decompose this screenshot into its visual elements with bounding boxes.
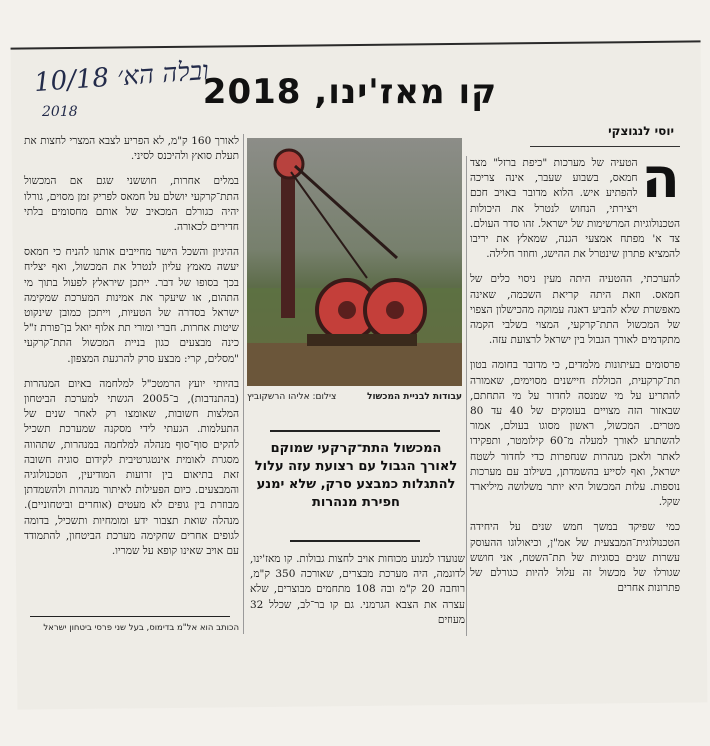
article-photo <box>247 138 462 386</box>
article-column-middle <box>250 552 465 638</box>
article-paragraph: ההיגיון והשכל הישר מחייבים אותנו להניח כי חמאס יעשה מאמץ עליון לנטרל את המכשול, ואף יצליח בכך בסופו של דבר. ייתכן שיראלץ לפעול בתוך מי התהום, או שיעקר את אמינות המערכת שמקימה ישראל בסדרה של הטעיות, וייתכן כמובן שינקוט שיטות אחרות. חברי ומורי תת אלוף יואל בן־פורת ז"ל כינה מבצעים כגון בניית המכשול התת־קרקעי "מסלים, קרי: מבצע סרק להרגעת המצפון. <box>24 246 239 365</box>
excavator-illustration <box>247 138 462 386</box>
article-paragraph: הטעיה של מערכות "כיפת ברזל" מצד חמאס, בשבוע שעבר, אינה צריכה להפתיע איש. הלוא מדובר באויב חכם ויצירתי, הנחוש לנטרל את היכולות הטכנולוגיות המרשימות של ישראל. זהו סדר העולם. צד א' מפתח אמצעי הגנה, שמאלץ את יריבו להמציא פתרון שינטרל את ההישג, וחוזר חלילה. <box>470 157 680 261</box>
handwritten-year: 2018 <box>42 104 78 120</box>
article-paragraph: שנועדו למנוע מכוחות אויב לחצות גבולות. קו מאז'ינו, לדוגמה, היה מערכת מבצרים, שאורכה 350 ק"מ, רוחבה 20 ק"מ ובה 108 מתחמים מבוצרים, שלא עצרה את הצבא הגרמני. גם קו בר־לב, שכלל 32 מעוזים <box>250 553 466 626</box>
column-divider <box>243 134 244 634</box>
photo-credit: צילום: אליהו הרשקוביץ <box>247 392 337 402</box>
pull-quote: המכשול התת־קרקעי שמוקם לאורך הגבול עם רצועת עזה עלול להתגלות כמבצע סרק, שלא ימנע חפירת מנהרות <box>254 441 458 510</box>
article-paragraph: פרסומים בעיתונות מלמדים, כי מדובר בחומה בטון תת־קרקעית, הכוללת חיישנים מסוימים, שאמורה להתריע על מי שמנסה לחדור על מי התחתם, שבאזור הזה מצויים בעומקים של 40 עד 80 מטרים. המכשול, ראשון מסוגו בעולם, אמור להשתרע לאורך למעלה מ־60 קילומטר, ותפקידו לאתר ולאכן מנהרות שנחפרות כדי לחדור לשטח ישראל, ואף לסייע בהשמדתן, בשילוב עם מערכות נוספות. עלות המכשול היא יותר משלושה מיליארד שקל. <box>470 359 681 509</box>
article-column-left <box>24 134 239 569</box>
article-paragraph: לאורך 160 ק"מ, לא הפריע לצבא המצרי לחצות את תעלת סואץ ולהיכנס לסיני. <box>24 135 239 163</box>
byline-box <box>530 122 680 147</box>
article-paragraph: להערכתי, ההטעיה היתה מעין ניסוי כלים של חמאס. וזאת היתה קריאת השכמה, שאינה מאפשרת שלא להביע דאגה עמוקה מהכישלון הצפוי של המכשול התת־קרקעי, המצוי בשלבי הקמה מתקדמים לאורך הגבול בין ישראל לרצועת עזה. <box>470 273 680 347</box>
article-paragraph: במלים אחרות, חוששני שגם אם המכשול התת־קרקעי יושלם על חמאס לפריק זמן מסוים, גורלו יהיה כגורלם המכאיב של אותם מחסומים בלתי חדירים לכאורה. <box>24 175 239 234</box>
handwritten-note: ובלה הא׳ 10/18 <box>33 55 210 99</box>
author-note: הכותב הוא אל"מ בדימוס, בעל שני פרסי ביטחון ישראל <box>43 623 239 633</box>
column-divider <box>466 156 467 636</box>
article-paragraph: בהיותי יועץ הרמטכ"ל למלחמה באיום המנהרות (בהתנדבות), ב־2005 הגשתי למערכת הביטחון המלצות חשובות, שאומצו רק לאחר שנים של התעלמות. הגעתי לידי מסקנה שמערכת תשכיל להקים סוף־סוף מנהלה למלחמה במנהרות, שתהווה מסגרת לאומית אינטגרטיבית לקידום סוגיה חשובה זאת בתיאום בין זרועות המודיעין, הטכנולוגיה והמבצעים. כיום הפעילות לאיתור מנהרות ולהשמדתן מבוזרת בין גופים לא מעטים (אוחרים וביטחוניים). מנהלה שואת תצבור ידע ומומחיות ותשכיל, בדומה לגופים אחרים שחקימה מערכת הביטחון, להתמודד עם אויב שאינו קופא על שמריו. <box>24 377 239 558</box>
footer-rule <box>30 616 230 617</box>
article-paragraph: כמי שפיקד במשך חמש שנים על היחידה הטכנולוגית־המבצעית של אמ"ן, וכיאולוגו ההעוסק עשרות שנים בסוגיות של תת־השטח, אני חושש שגורלו של מכשול זה עלול להיות כגורלם של פתרונות אחרים <box>470 521 680 595</box>
photo-caption-text: עבודות לבניית המכשול <box>367 392 462 402</box>
pullquote-rule-bottom <box>290 540 420 542</box>
drop-cap: ה <box>641 146 680 211</box>
article-headline: קו מאז'ינו, 2018 <box>202 72 498 112</box>
author-byline: יוסי לנגוצקי <box>608 124 674 138</box>
pullquote-rule-top <box>270 430 440 432</box>
photo-caption <box>247 392 462 402</box>
article-column-right <box>470 146 681 606</box>
